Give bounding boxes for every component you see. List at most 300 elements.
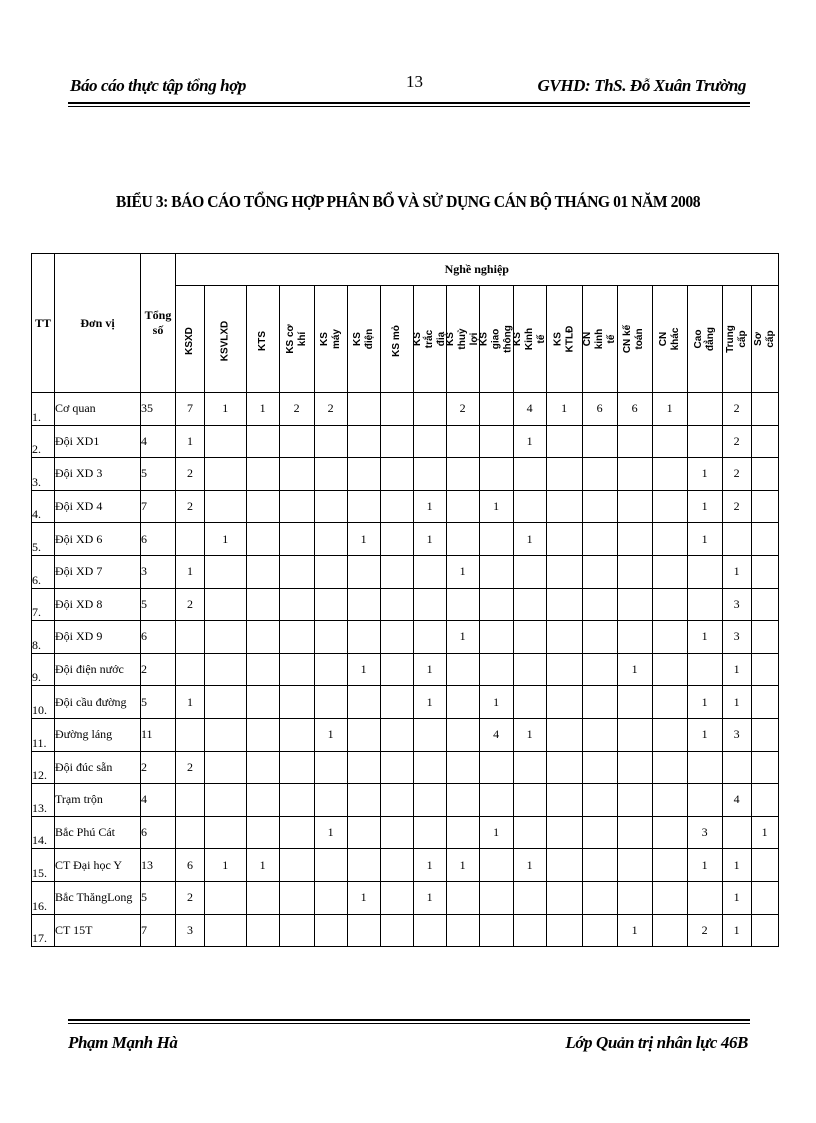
row-cell [617,751,652,784]
row-cell: 4 [479,718,513,751]
row-cell [652,425,687,458]
row-cell: 1 [687,621,722,654]
row-index: 1. [32,393,55,426]
occupation-header [582,286,617,393]
row-cell [314,784,347,817]
row-cell: 1 [546,393,582,426]
row-unit: Bắc ThăngLong [55,881,141,914]
row-cell [279,490,314,523]
row-cell [446,523,479,556]
row-cell [380,555,413,588]
row-cell: 2 [722,490,751,523]
occupation-header [380,286,413,393]
row-cell [380,849,413,882]
row-total: 2 [141,653,176,686]
row-cell [446,588,479,621]
row-cell [246,881,279,914]
row-index: 16. [32,881,55,914]
row-cell: 1 [205,849,247,882]
header-supervisor: GVHD: ThS. Đỗ Xuân Trường [537,76,746,95]
row-cell [582,751,617,784]
row-cell [413,718,446,751]
row-cell [546,784,582,817]
row-cell [176,653,205,686]
row-cell [446,784,479,817]
row-cell: 3 [722,588,751,621]
table-row [32,490,779,523]
row-cell [513,816,546,849]
row-cell [582,490,617,523]
row-index: 15. [32,849,55,882]
row-cell [513,881,546,914]
row-cell [380,914,413,947]
row-unit: CT 15T [55,914,141,947]
row-cell [652,914,687,947]
row-cell [652,490,687,523]
row-cell [347,555,380,588]
row-cell [279,653,314,686]
row-cell [380,458,413,491]
row-cell [479,588,513,621]
row-cell [617,458,652,491]
footer-author: Phạm Mạnh Hà [68,1033,178,1052]
occupation-header [246,286,279,393]
row-total: 4 [141,425,176,458]
row-cell [751,458,778,491]
row-cell [652,849,687,882]
row-unit: Đội XD 9 [55,621,141,654]
occupation-header [205,286,247,393]
row-unit: Đội XD1 [55,425,141,458]
row-cell [347,914,380,947]
row-cell: 2 [722,458,751,491]
row-cell [687,751,722,784]
row-cell: 1 [479,816,513,849]
occupation-header-label: KSXD [183,326,195,355]
row-cell [279,784,314,817]
row-cell [279,751,314,784]
row-cell: 1 [413,881,446,914]
staff-allocation-table [31,253,779,947]
row-cell: 1 [479,490,513,523]
row-cell [513,914,546,947]
row-cell [413,816,446,849]
row-cell [380,523,413,556]
col-total-header [141,254,176,393]
row-cell: 6 [582,393,617,426]
table-row [32,653,779,686]
row-cell [617,588,652,621]
row-cell [314,914,347,947]
row-cell: 1 [413,490,446,523]
row-unit: Trạm trộn [55,784,141,817]
row-cell: 1 [413,849,446,882]
row-cell [687,784,722,817]
row-cell [446,718,479,751]
row-cell [246,588,279,621]
row-cell [246,751,279,784]
row-cell: 1 [246,393,279,426]
row-cell [347,686,380,719]
row-cell: 2 [279,393,314,426]
table-row [32,784,779,817]
row-cell: 1 [513,523,546,556]
table-row [32,751,779,784]
row-cell: 1 [176,555,205,588]
footer-class: Lớp Quản trị nhân lực 46B [565,1033,748,1052]
row-cell [279,458,314,491]
row-cell: 1 [722,686,751,719]
row-index: 13. [32,784,55,817]
row-cell [546,816,582,849]
row-cell: 1 [176,686,205,719]
row-cell [652,816,687,849]
row-cell [652,784,687,817]
row-cell [479,751,513,784]
occupation-header-label: KS giao thông [478,325,514,353]
row-cell [687,393,722,426]
row-cell [347,784,380,817]
row-unit: CT Đại học Y [55,849,141,882]
row-cell: 1 [722,555,751,588]
row-cell [347,393,380,426]
row-cell [479,849,513,882]
occupation-header-label: KTS [256,330,268,351]
row-cell [687,588,722,621]
table-row [32,686,779,719]
row-total: 35 [141,393,176,426]
row-total: 11 [141,718,176,751]
row-unit: Cơ quan [55,393,141,426]
row-cell [205,621,247,654]
row-cell [479,523,513,556]
row-cell [347,588,380,621]
row-cell: 1 [413,686,446,719]
row-cell [687,653,722,686]
row-cell [546,425,582,458]
occupation-header [314,286,347,393]
occupation-header-label: Sơ cấp [752,330,776,348]
row-cell [446,914,479,947]
row-index: 4. [32,490,55,523]
row-cell [380,425,413,458]
row-cell [380,621,413,654]
row-cell [751,849,778,882]
row-index: 17. [32,914,55,947]
occupation-header [513,286,546,393]
occupation-header-label: KS mỏ [390,324,402,357]
row-cell [617,784,652,817]
occupation-header-label: KSVLXD [219,320,231,361]
row-cell [479,881,513,914]
row-cell [347,718,380,751]
row-cell [546,718,582,751]
row-total: 6 [141,523,176,556]
row-cell [652,751,687,784]
row-cell [513,490,546,523]
row-cell [582,425,617,458]
col-total-label: Tổng số [144,308,172,337]
row-cell [546,490,582,523]
row-cell [176,784,205,817]
row-cell [380,393,413,426]
row-cell [347,425,380,458]
occupation-header-label: Cao đẳng [692,327,716,351]
occupation-header [617,286,652,393]
row-cell [546,653,582,686]
row-cell: 2 [722,393,751,426]
row-cell [380,784,413,817]
table-row [32,881,779,914]
row-cell [546,523,582,556]
occupation-header-label: CN khác [657,327,681,351]
row-cell [617,425,652,458]
row-cell [446,653,479,686]
row-total: 7 [141,490,176,523]
row-cell [546,621,582,654]
row-cell [617,490,652,523]
row-cell: 2 [176,458,205,491]
row-cell [176,718,205,751]
footer-rule-thick [68,1019,750,1021]
row-cell [246,523,279,556]
row-index: 6. [32,555,55,588]
row-cell [751,784,778,817]
row-cell [446,686,479,719]
row-unit: Đội điện nước [55,653,141,686]
row-index: 12. [32,751,55,784]
row-cell [314,881,347,914]
row-index: 7. [32,588,55,621]
row-cell [513,621,546,654]
row-cell [314,588,347,621]
table-row [32,718,779,751]
row-cell [314,458,347,491]
row-cell [546,458,582,491]
row-cell [314,425,347,458]
row-cell [546,751,582,784]
row-cell [246,490,279,523]
table-header-row-1 [32,254,779,286]
row-cell: 1 [446,555,479,588]
row-cell: 1 [246,849,279,882]
row-cell: 1 [513,849,546,882]
row-unit: Đội XD 4 [55,490,141,523]
row-cell: 6 [176,849,205,882]
row-cell [246,784,279,817]
row-cell [582,718,617,751]
row-cell [413,458,446,491]
row-cell [687,555,722,588]
row-cell [413,425,446,458]
row-cell [513,458,546,491]
row-cell [176,523,205,556]
row-total: 3 [141,555,176,588]
row-cell [279,816,314,849]
row-cell: 1 [687,849,722,882]
row-total: 2 [141,751,176,784]
row-cell [479,425,513,458]
row-total: 6 [141,621,176,654]
row-index: 9. [32,653,55,686]
occupation-header [722,286,751,393]
occupation-header [751,286,778,393]
row-cell [380,816,413,849]
row-cell [314,653,347,686]
occupation-header [546,286,582,393]
row-cell [205,555,247,588]
row-cell [205,751,247,784]
row-cell [751,490,778,523]
row-cell [205,816,247,849]
row-cell [751,914,778,947]
row-cell [176,816,205,849]
row-cell [652,653,687,686]
row-cell [687,425,722,458]
occupation-header-label: KS thuỷ lợi [444,328,480,350]
row-cell [314,490,347,523]
row-cell: 3 [722,621,751,654]
row-total: 5 [141,588,176,621]
row-cell [205,458,247,491]
row-cell [413,784,446,817]
row-cell [513,784,546,817]
row-cell [279,849,314,882]
row-cell [687,881,722,914]
row-cell [314,523,347,556]
row-cell [314,555,347,588]
row-cell: 1 [617,653,652,686]
row-index: 8. [32,621,55,654]
row-cell [751,686,778,719]
col-tt-header: TT [32,254,55,393]
footer-rule-thin [68,1023,750,1024]
row-cell [582,523,617,556]
row-cell [205,784,247,817]
row-cell [246,425,279,458]
row-cell [446,490,479,523]
row-cell [652,458,687,491]
row-cell [617,621,652,654]
occupation-header-label: Trung cấp [724,325,748,353]
row-cell [279,718,314,751]
occupation-header-label: CN kinh tế [581,328,617,350]
row-unit: Bắc Phú Cát [55,816,141,849]
row-cell [246,816,279,849]
row-cell [751,393,778,426]
row-unit: Đội cầu đường [55,686,141,719]
row-cell [446,816,479,849]
row-cell: 2 [176,881,205,914]
row-cell [314,621,347,654]
occupation-header [176,286,205,393]
row-cell [347,751,380,784]
row-cell [279,621,314,654]
row-cell [279,686,314,719]
header-report-title: Báo cáo thực tập tổng hợp [70,76,247,95]
row-cell: 1 [687,523,722,556]
row-cell [751,588,778,621]
occupation-header-label: KS điện [351,328,375,350]
row-cell [582,816,617,849]
row-cell [479,914,513,947]
row-total: 5 [141,458,176,491]
row-cell: 2 [176,588,205,621]
row-cell: 2 [446,393,479,426]
occupation-header-label: KS cơ khí [284,324,308,354]
row-cell: 1 [687,686,722,719]
row-total: 7 [141,914,176,947]
row-cell [380,718,413,751]
row-index: 11. [32,718,55,751]
row-total: 13 [141,849,176,882]
occupation-header [652,286,687,393]
row-cell [652,523,687,556]
row-cell [617,686,652,719]
row-cell [617,849,652,882]
row-cell [513,751,546,784]
row-cell [279,555,314,588]
row-cell [722,751,751,784]
row-cell: 4 [513,393,546,426]
row-cell [582,914,617,947]
row-unit: Đội XD 7 [55,555,141,588]
row-cell [751,621,778,654]
row-cell [314,849,347,882]
row-cell: 1 [314,718,347,751]
row-unit: Đội XD 8 [55,588,141,621]
row-cell [617,718,652,751]
row-cell [617,881,652,914]
row-cell [246,458,279,491]
table-row [32,816,779,849]
row-cell: 2 [176,490,205,523]
row-cell [546,849,582,882]
table-row [32,555,779,588]
row-cell: 1 [687,458,722,491]
row-total: 6 [141,816,176,849]
row-cell [617,816,652,849]
table-row [32,458,779,491]
row-index: 3. [32,458,55,491]
row-cell: 1 [513,718,546,751]
row-cell [413,621,446,654]
occupation-header [687,286,722,393]
row-cell [205,718,247,751]
group-header-occupation: Nghề nghiệp [176,254,779,286]
row-cell [246,914,279,947]
row-cell [413,393,446,426]
occupation-header-label: KS KTLĐ [552,325,576,353]
row-cell: 3 [722,718,751,751]
row-total: 5 [141,686,176,719]
col-unit-header: Đơn vị [55,254,141,393]
table-body [32,393,779,947]
occupation-header [479,286,513,393]
row-cell [413,914,446,947]
row-cell: 1 [722,881,751,914]
row-cell: 3 [176,914,205,947]
row-cell [513,588,546,621]
row-cell [513,686,546,719]
row-cell [479,653,513,686]
row-cell [722,523,751,556]
row-cell [279,588,314,621]
row-index: 14. [32,816,55,849]
row-cell [652,881,687,914]
row-cell: 1 [722,849,751,882]
row-unit: Đội XD 3 [55,458,141,491]
